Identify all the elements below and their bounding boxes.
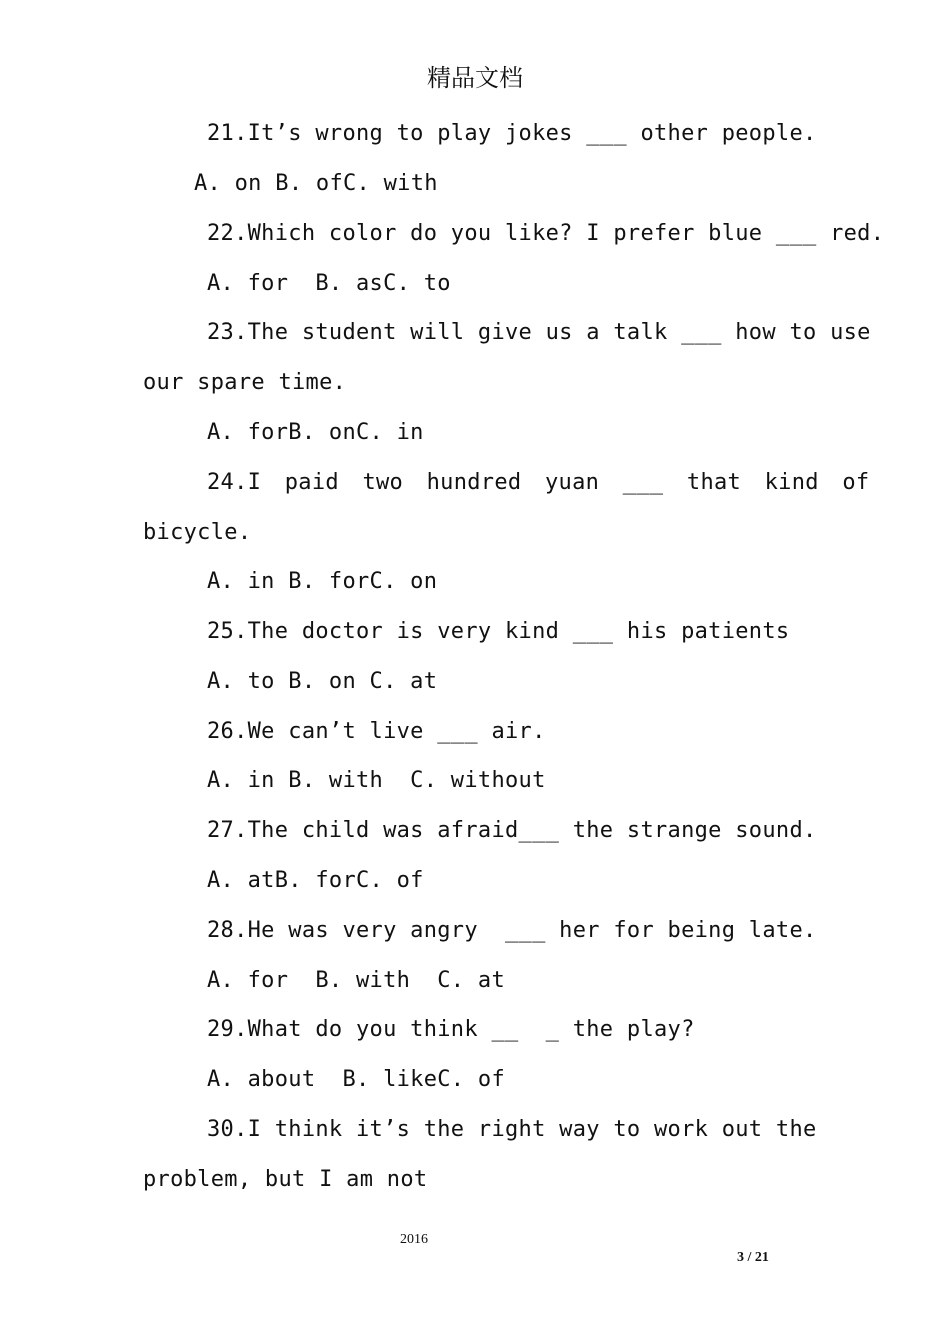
question-29: 29.What do you think __ _ the play? <box>207 1017 695 1042</box>
options-24: A. in B. forC. on <box>207 569 438 594</box>
question-25: 25.The doctor is very kind ___ his patients <box>207 619 790 644</box>
question-21: 21.It’s wrong to play jokes ___ other people. <box>207 121 817 146</box>
footer-year: 2016 <box>400 1232 428 1247</box>
question-24-continued: bicycle. <box>143 520 252 545</box>
page-header-title: 精品文档 <box>427 64 523 92</box>
question-26: 26.We can’t live ___ air. <box>207 719 546 744</box>
question-23: 23.The student will give us a talk ___ how to use <box>207 320 871 345</box>
question-30: 30.I think it’s the right way to work out the <box>207 1117 817 1142</box>
options-22: A. for B. asC. to <box>207 271 451 296</box>
options-26: A. in B. with C. without <box>207 768 546 793</box>
question-27: 27.The child was afraid___ the strange sound. <box>207 818 817 843</box>
question-24: 24.I paid two hundred yuan ___ that kind of <box>207 470 870 495</box>
options-27: A. atB. forC. of <box>207 868 424 893</box>
question-30-continued: problem, but I am not <box>143 1167 428 1192</box>
options-29: A. about B. likeC. of <box>207 1067 505 1092</box>
question-23-continued: our spare time. <box>143 370 347 395</box>
question-22: 22.Which color do you like? I prefer blue ___ red. <box>207 221 885 246</box>
options-23: A. forB. onC. in <box>207 420 424 445</box>
page-number: 3 / 21 <box>737 1250 769 1265</box>
question-28: 28.He was very angry ___ her for being late. <box>207 918 817 943</box>
options-25: A. to B. on C. at <box>207 669 438 694</box>
options-28: A. for B. with C. at <box>207 968 505 993</box>
options-21: A. on B. ofC. with <box>194 171 438 196</box>
